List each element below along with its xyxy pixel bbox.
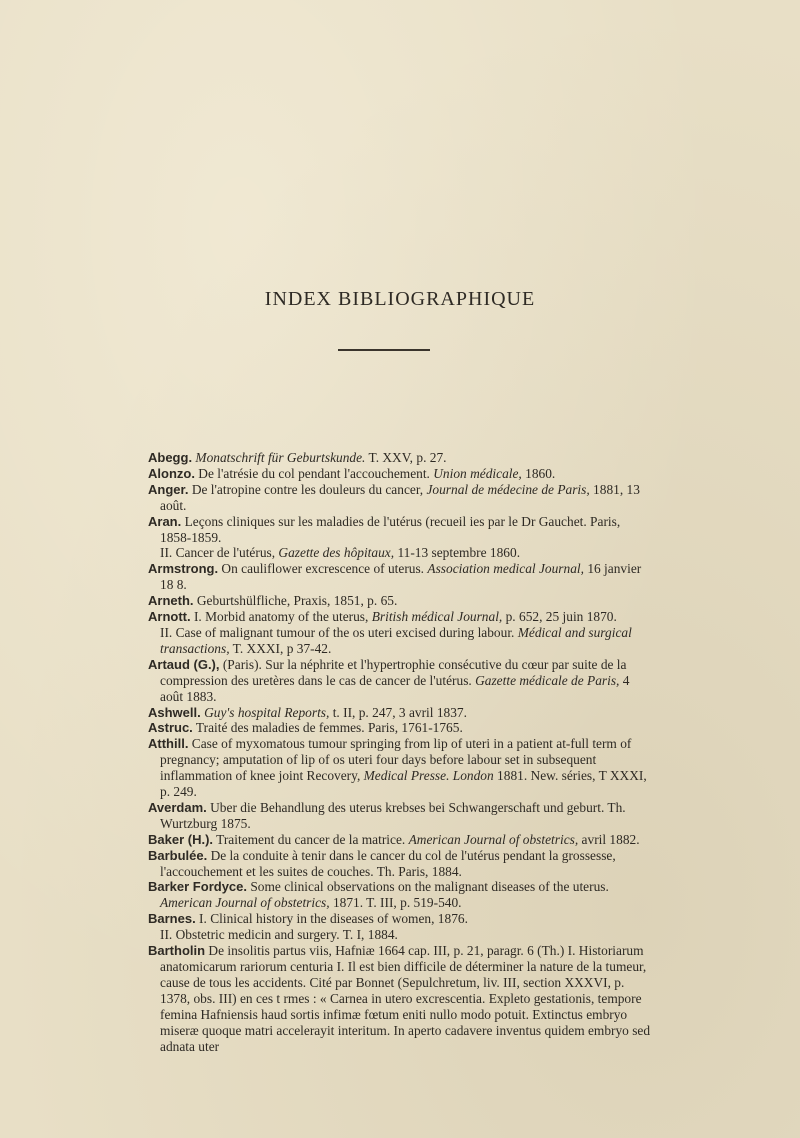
bibliography-entry [148, 848, 654, 880]
entry-italic-text: Médical and surgical transactions, [160, 624, 632, 656]
entry-text: I. Clinical history in the diseases of women, 1876. [195, 911, 468, 927]
bibliography-entry [148, 720, 654, 736]
entry-text: II. Case of malignant tumour of the os uteri excised during labour. [160, 624, 518, 640]
entry-text: 1881, 13 août. [160, 481, 640, 513]
entry-text: Geburtshülfliche, Praxis, 1851, p. 65. [193, 593, 398, 609]
entry-italic-text: Guy's hospital Reports, [204, 704, 330, 720]
entry-text: (Paris). Sur la néphrite et l'hypertrophie consécutive du cœur par suite de la compression des uretères dans le cas de cancer de l'utérus. [160, 656, 627, 688]
entry-text: I. Morbid anatomy of the uterus, [190, 609, 372, 625]
bibliography-list [148, 450, 654, 1054]
bibliography-subentry [148, 545, 654, 561]
entry-text: De la conduite à tenir dans le cancer du col de l'utérus pendant la grossesse, l'accouchement et les suites de couches. Th. Paris, 1884. [160, 847, 616, 879]
title-divider [338, 349, 430, 351]
bibliography-entry [148, 450, 654, 466]
bibliography-entry [148, 800, 654, 832]
bibliography-entry [148, 593, 654, 609]
entry-author: Barnes. [148, 911, 196, 927]
entry-italic-text: Union médicale, [433, 465, 522, 481]
bibliography-entry [148, 879, 654, 911]
entry-italic-text: American Journal of obstetrics, [408, 831, 579, 847]
entry-author: Arnott. [148, 609, 191, 625]
bibliography-entry [148, 609, 654, 625]
entry-author: Arneth. [148, 593, 194, 609]
entry-text: 11-13 septembre 1860. [394, 545, 521, 561]
entry-author: Atthill. [148, 736, 189, 752]
entry-italic-text: Medical Presse. London [363, 768, 494, 784]
page-title: INDEX BIBLIOGRAPHIQUE [264, 288, 536, 310]
bibliography-entry [148, 482, 654, 514]
entry-author: Averdam. [148, 799, 207, 815]
entry-text: avril 1882. [578, 831, 640, 847]
entry-text: T. XXV, p. 27. [365, 450, 447, 465]
bibliography-entry [148, 514, 654, 546]
entry-text: Traitement du cancer de la matrice. [213, 831, 409, 847]
bibliography-entry [148, 705, 654, 721]
entry-text: On cauliflower excrescence of uterus. [218, 561, 428, 577]
bibliography-entry [148, 466, 654, 482]
entry-text: 1860. [521, 465, 556, 481]
entry-author: Ashwell. [148, 704, 201, 720]
entry-text: p. 652, 25 juin 1870. [502, 609, 617, 625]
bibliography-entry [148, 911, 654, 927]
bibliography-subentry [148, 927, 654, 943]
entry-text: II. Obstetric medicin and surgery. T. I, 1884. [160, 927, 398, 943]
entry-text: Some clinical observations on the malignant diseases of the uterus. [247, 879, 609, 895]
entry-author: Anger. [148, 481, 189, 497]
entry-text: II. Cancer de l'utérus, [160, 545, 279, 561]
entry-italic-text: Journal de médecine de Paris, [426, 481, 590, 497]
entry-italic-text: British médical Journal, [371, 609, 503, 625]
entry-author: Barbulée. [148, 847, 208, 863]
entry-text: T. XXXI, p 37-42. [229, 640, 332, 656]
entry-text: 4 août 1883. [160, 672, 630, 704]
entry-author: Armstrong. [148, 561, 219, 577]
entry-text: Uber die Behandlung des uterus krebses bei Schwangerschaft und geburt. Th. Wurtzburg 1875. [160, 799, 626, 831]
entry-author: Bartholin [148, 943, 206, 959]
entry-author: Artaud (G.), [148, 656, 220, 672]
entry-text: Traité des maladies de femmes. Paris, 1761-1765. [192, 720, 463, 736]
entry-text: De l'atropine contre les douleurs du cancer, [188, 481, 427, 497]
entry-author: Barker Fordyce. [148, 879, 247, 895]
bibliography-entry [148, 561, 654, 593]
entry-author: Abegg. [148, 450, 193, 465]
bibliography-entry [148, 736, 654, 800]
bibliography-entry [148, 943, 654, 1054]
bibliography-entry [148, 657, 654, 705]
entry-text: De insolitis partus viis, Hafniæ 1664 cap. III, p. 21, paragr. 6 (Th.) I. Historiarum anatomicarum rariorum centuria I. Il est bien difficile de déterminer la nature de la tumeur, cause de tous les accidents. Cité par Bonnet (Sepulchretum, liv. III, section XXXVI, p. 1378, obs. III) en ces t rmes : « Carnea in utero excrescentia. Expleto gestationis, tempore femina Hafniensis haud sortis infimæ fœtum eniti nullo modo potuit. Extinctus embryo miseræ quoque matri accelerayit interitum. In aperto cadavere inventus quidem embryo sed adnata uter [160, 943, 651, 1054]
entry-italic-text: American Journal of obstetrics, [160, 895, 330, 911]
entry-text: 1881. New. séries, T XXXI, p. 249. [160, 768, 647, 800]
entry-text: De l'atrésie du col pendant l'accouchement. [194, 465, 434, 481]
entry-text: Leçons cliniques sur les maladies de l'utérus (recueil ies par le Dr Gauchet. Paris, 1858-1859. [160, 513, 621, 545]
entry-italic-text: Association medical Journal, [427, 561, 584, 577]
entry-author: Baker (H.). [148, 831, 214, 847]
entry-italic-text: Gazette médicale de Paris, [475, 672, 620, 688]
entry-text: Case of myxomatous tumour springing from lip of uteri in a patient at-full term of pregnancy; amputation of lip of os uteri four days before labour set in subsequent inflammation of knee joint Recovery, [160, 736, 632, 784]
entry-text: 16 janvier 18 8. [160, 561, 642, 593]
entry-italic-text: Gazette des hôpitaux, [278, 545, 395, 561]
entry-author: Alonzo. [148, 465, 195, 481]
bibliography-entry [148, 832, 654, 848]
entry-text: t. II, p. 247, 3 avril 1837. [329, 704, 467, 720]
entry-text: 1871. T. III, p. 519-540. [329, 895, 462, 911]
entry-author: Aran. [148, 513, 182, 529]
entry-italic-text: Monatschrift für Geburtskunde. [195, 450, 366, 465]
bibliography-subentry [148, 625, 654, 657]
entry-author: Astruc. [148, 720, 193, 736]
